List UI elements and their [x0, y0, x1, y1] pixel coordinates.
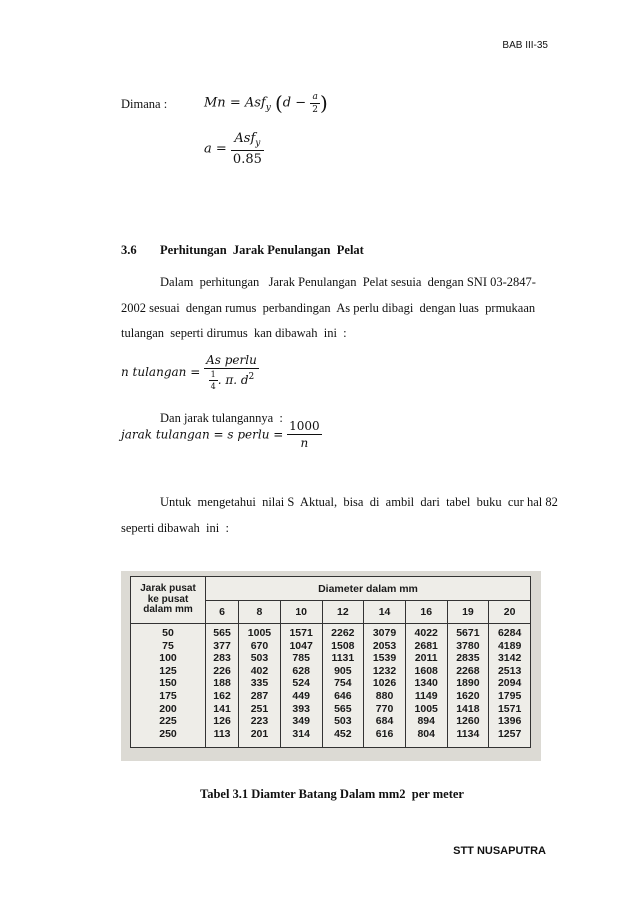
- area-value: 1620: [456, 689, 480, 702]
- area-column: [489, 624, 531, 748]
- section-number: 3.6: [121, 243, 137, 257]
- area-value: 503: [334, 715, 352, 728]
- area-value: 5671: [456, 627, 480, 639]
- area-value: 1260: [456, 715, 480, 728]
- area-value: 1232: [372, 664, 397, 677]
- area-value: 1005: [247, 627, 272, 639]
- area-value: 1005: [414, 702, 438, 715]
- area-value: 770: [375, 702, 394, 715]
- area-value: 1508: [331, 639, 355, 652]
- area-value: 251: [250, 702, 269, 715]
- section-title: Perhitungan Jarak Penulangan Pelat: [160, 243, 364, 257]
- area-value: 2513: [497, 664, 522, 677]
- spacing-value: 225: [159, 715, 177, 728]
- where-label: Dimana :: [121, 97, 168, 111]
- eq4-frac: [287, 419, 322, 450]
- eq1-frac-num: a: [312, 91, 318, 102]
- eq1-frac-den: 2: [312, 104, 318, 115]
- area-value: 1340: [414, 677, 438, 690]
- area-value: 223: [250, 715, 269, 728]
- eq3-frac: [204, 353, 259, 391]
- area-value: 684: [375, 715, 394, 728]
- eq4-lhs: jarak tulangan = s perlu =: [121, 427, 284, 442]
- area-value: 3780: [456, 639, 480, 652]
- area-value: 283: [213, 652, 231, 665]
- area-value: 452: [334, 727, 352, 740]
- area-value: 449: [292, 689, 310, 702]
- eq3-quarter: [209, 370, 218, 391]
- area-value: 226: [213, 664, 231, 677]
- area-value: 3079: [372, 627, 397, 639]
- diameter-header: 10: [280, 601, 322, 624]
- spacing-value: 50: [162, 627, 174, 639]
- reinforcement-area-table: [130, 576, 531, 748]
- area-value: 1571: [289, 627, 313, 639]
- equation-mn: Mn = Asf$_y$ (d − $\frac{a}{2}$ ): [204, 91, 328, 115]
- eq1-d: d −: [282, 95, 307, 111]
- eq4-den: n: [287, 434, 322, 450]
- area-value: 1026: [372, 677, 397, 690]
- area-value: 141: [213, 702, 231, 715]
- area-value: 1257: [497, 727, 522, 740]
- spacing-value: 200: [159, 702, 177, 715]
- area-value: 1047: [289, 639, 313, 652]
- spacing-column: [131, 624, 206, 748]
- eq2-frac: [231, 131, 264, 167]
- corner-header-line: dalam mm: [143, 604, 193, 616]
- eq3-quarter-den: 4: [210, 382, 216, 391]
- area-value: 565: [334, 702, 352, 715]
- area-value: 402: [250, 664, 269, 677]
- area-value: 1131: [331, 652, 355, 665]
- area-value: 1539: [372, 652, 397, 665]
- eq3-num: As perlu: [206, 353, 257, 367]
- area-value: 162: [213, 689, 231, 702]
- area-value: 524: [292, 677, 310, 690]
- area-value: 565: [213, 627, 231, 639]
- area-value: 2681: [414, 639, 438, 652]
- area-value: 3142: [497, 652, 522, 665]
- area-value: 1890: [456, 677, 480, 690]
- area-value: 1608: [414, 664, 438, 677]
- eq3-lhs: n tulangan =: [121, 365, 201, 379]
- area-value: 894: [417, 715, 435, 728]
- area-value: 113: [213, 727, 231, 740]
- corner-header-line: Jarak pusat: [140, 583, 196, 595]
- spacing-value: 250: [159, 727, 177, 740]
- eq1-fy: f: [260, 95, 266, 111]
- area-value: 126: [213, 715, 231, 728]
- area-value: 1134: [456, 727, 480, 740]
- corner-header-line: ke pusat: [147, 593, 189, 605]
- diameter-header: 6: [206, 601, 239, 624]
- eq3-quarter-num: 1: [210, 370, 216, 379]
- table-caption: Tabel 3.1 Diamter Batang Dalam mm2 per meter: [200, 787, 464, 801]
- area-value: 2262: [331, 627, 355, 639]
- diameter-header: 14: [364, 601, 406, 624]
- eq2-den: 0.85: [232, 151, 262, 167]
- area-value: 754: [334, 677, 352, 690]
- area-value: 905: [334, 664, 352, 677]
- area-value: 1149: [414, 689, 438, 702]
- diameter-header: 8: [239, 601, 281, 624]
- paragraph-1-line-3: tulangan seperti dirumus kan dibawah ini :: [121, 326, 347, 340]
- area-column: [405, 624, 447, 748]
- paragraph-2: Dan jarak tulangannya :: [160, 411, 283, 425]
- area-value: 880: [375, 689, 394, 702]
- eq3-den-rest: . π. d: [217, 373, 249, 387]
- spacing-value: 125: [159, 664, 177, 677]
- area-column: [322, 624, 364, 748]
- area-value: 1396: [497, 715, 522, 728]
- eq2-num: Asf: [234, 131, 256, 146]
- area-value: 201: [250, 727, 269, 740]
- area-value: 335: [250, 677, 269, 690]
- eq1-lhs: Mn = As: [204, 95, 261, 111]
- area-value: 2053: [372, 639, 397, 652]
- equation-jarak-tulangan: [121, 419, 322, 450]
- diameter-header: 12: [322, 601, 364, 624]
- diameter-header: 19: [447, 601, 489, 624]
- area-value: 2094: [497, 677, 522, 690]
- spacing-value: 100: [159, 652, 177, 665]
- diameter-header: 16: [405, 601, 447, 624]
- area-column: [239, 624, 281, 748]
- area-value: 2011: [414, 652, 438, 665]
- spacing-value: 175: [159, 689, 177, 702]
- eq2-lhs: a =: [204, 141, 227, 157]
- area-value: 503: [250, 652, 269, 665]
- paragraph-1-line-1: Dalam perhitungan Jarak Penulangan Pelat sesuia dengan SNI 03-2847-: [160, 275, 536, 289]
- area-value: 4189: [497, 639, 522, 652]
- area-value: 2835: [456, 652, 480, 665]
- area-column: [364, 624, 406, 748]
- area-value: 349: [292, 715, 310, 728]
- spacing-value: 75: [162, 639, 174, 652]
- area-value: 1795: [497, 689, 522, 702]
- area-value: 804: [417, 727, 435, 740]
- area-column: [280, 624, 322, 748]
- diameter-group-header: Diameter dalam mm: [206, 577, 531, 601]
- equation-a: [204, 131, 264, 167]
- equation-n-tulangan: [121, 353, 259, 391]
- area-value: 670: [250, 639, 269, 652]
- eq1-fy-sub: y: [265, 103, 271, 114]
- paragraph-3-line-2: seperti dibawah ini :: [121, 521, 229, 535]
- page-reference: BAB III-35: [502, 40, 548, 51]
- institution-footer: STT NUSAPUTRA: [453, 845, 546, 857]
- eq1-frac: [310, 92, 320, 115]
- spacing-value: 150: [159, 677, 177, 690]
- paragraph-1-line-2: 2002 sesuai dengan rumus perbandingan As perlu dibagi dengan luas prmukaan: [121, 301, 536, 315]
- area-column: [206, 624, 239, 748]
- spacing-column-header: [131, 577, 206, 624]
- eq2-num-sub: y: [255, 138, 261, 149]
- area-value: 628: [292, 664, 310, 677]
- area-value: 6284: [497, 627, 522, 639]
- area-value: 4022: [414, 627, 438, 639]
- area-value: 2268: [456, 664, 480, 677]
- eq4-num: 1000: [289, 419, 320, 433]
- area-value: 314: [292, 727, 310, 740]
- area-value: 1571: [497, 702, 522, 715]
- eq3-square: 2: [248, 372, 255, 382]
- area-value: 287: [250, 689, 269, 702]
- area-value: 393: [292, 702, 310, 715]
- area-value: 188: [213, 677, 231, 690]
- area-value: 616: [375, 727, 394, 740]
- area-value: 646: [334, 689, 352, 702]
- area-value: 785: [292, 652, 310, 665]
- area-column: [447, 624, 489, 748]
- area-value: 377: [213, 639, 231, 652]
- paragraph-3-line-1: Untuk mengetahui nilai S Aktual, bisa di ambil dari tabel buku cur hal 82: [160, 495, 558, 509]
- area-value: 1418: [456, 702, 480, 715]
- reinforcement-table-image: [121, 571, 541, 761]
- diameter-header: 20: [489, 601, 531, 624]
